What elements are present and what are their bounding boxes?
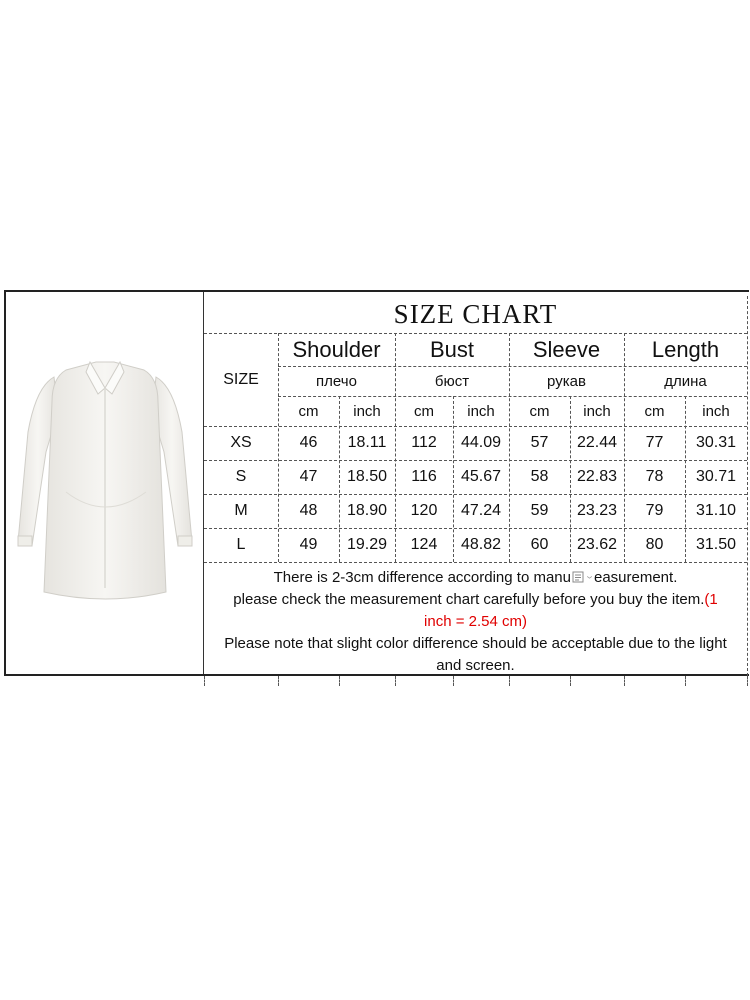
grid-line bbox=[624, 676, 625, 686]
table-cell: 19.29 bbox=[346, 536, 388, 553]
table-cell: 57 bbox=[530, 434, 549, 451]
table-cell: 60 bbox=[530, 536, 549, 553]
header-bust-ru: бюст bbox=[434, 372, 470, 390]
table-cell: 47.24 bbox=[460, 502, 502, 519]
grid-line bbox=[204, 562, 747, 563]
page-title: SIZE CHART bbox=[393, 298, 558, 329]
table-cell: 31.50 bbox=[695, 536, 737, 553]
table-cell: 78 bbox=[645, 468, 664, 485]
grid-line bbox=[570, 676, 571, 686]
note-line-2 bbox=[204, 588, 747, 610]
size-label: M bbox=[234, 502, 248, 519]
header-sleeve-ru: рукав bbox=[547, 372, 586, 390]
unit-label: cm bbox=[529, 402, 550, 420]
chevron-down-icon bbox=[586, 571, 593, 583]
note-line-1 bbox=[204, 566, 747, 588]
table-cell: 22.44 bbox=[576, 434, 618, 451]
note-line-2-a: please check the measurement chart carefully before you buy the item. bbox=[233, 590, 705, 608]
unit-label: inch bbox=[702, 402, 730, 420]
table-cell: 18.11 bbox=[347, 434, 387, 451]
note-line-1-b: easurement. bbox=[593, 568, 678, 586]
table-cell: 59 bbox=[530, 502, 549, 519]
note-line-2-red-a: (1 bbox=[704, 590, 718, 608]
table-cell: 18.90 bbox=[346, 502, 388, 519]
table-cell: 112 bbox=[411, 434, 437, 451]
size-label: XS bbox=[230, 434, 252, 451]
note-line-2-red-b: inch = 2.54 cm) bbox=[424, 612, 527, 630]
table-cell: 120 bbox=[410, 502, 438, 519]
note-line-3-a: Please note that slight color difference should be acceptable due to the light bbox=[224, 634, 727, 652]
grid-line bbox=[685, 676, 686, 686]
table-cell: 23.62 bbox=[576, 536, 618, 553]
header-length-ru: длина bbox=[664, 372, 707, 390]
grid-line bbox=[395, 676, 396, 686]
white-shirt-image bbox=[6, 292, 202, 676]
table-cell: 79 bbox=[645, 502, 664, 519]
table-cell: 44.09 bbox=[460, 434, 502, 451]
unit-label: inch bbox=[467, 402, 495, 420]
table-cell: 116 bbox=[411, 468, 437, 485]
table-cell: 80 bbox=[645, 536, 664, 553]
grid-line bbox=[747, 676, 748, 686]
document-icon bbox=[572, 571, 584, 583]
table-cell: 77 bbox=[645, 434, 664, 451]
header-length: Length bbox=[651, 337, 720, 362]
header-bust: Bust bbox=[429, 337, 475, 362]
table-cell: 46 bbox=[299, 434, 318, 451]
unit-label: cm bbox=[298, 402, 319, 420]
table-cell: 30.31 bbox=[695, 434, 737, 451]
unit-label: inch bbox=[583, 402, 611, 420]
table-cell: 48 bbox=[299, 502, 318, 519]
unit-label: inch bbox=[353, 402, 381, 420]
size-label: L bbox=[236, 536, 246, 553]
grid-line bbox=[278, 676, 279, 686]
unit-label: cm bbox=[644, 402, 665, 420]
table-cell: 22.83 bbox=[576, 468, 618, 485]
table-cell: 124 bbox=[410, 536, 438, 553]
header-shoulder-ru: плечо bbox=[316, 372, 357, 390]
grid-line bbox=[453, 676, 454, 686]
table-cell: 18.50 bbox=[346, 468, 388, 485]
size-label: S bbox=[235, 468, 247, 485]
table-cell: 48.82 bbox=[460, 536, 502, 553]
table-cell: 49 bbox=[299, 536, 318, 553]
note-line-1-a: There is 2-3cm difference according to manu bbox=[273, 568, 571, 586]
table-cell: 47 bbox=[299, 468, 318, 485]
product-photo-cell bbox=[6, 292, 204, 674]
unit-label: cm bbox=[414, 402, 434, 420]
size-column-header: SIZE bbox=[223, 371, 259, 388]
grid-line bbox=[204, 676, 205, 686]
header-sleeve: Sleeve bbox=[532, 337, 601, 362]
table-cell: 31.10 bbox=[695, 502, 737, 519]
table-cell: 23.23 bbox=[576, 502, 618, 519]
grid-line bbox=[339, 676, 340, 686]
table-cell: 45.67 bbox=[460, 468, 502, 485]
header-shoulder: Shoulder bbox=[292, 337, 381, 362]
table-cell: 58 bbox=[530, 468, 549, 485]
table-cell: 30.71 bbox=[695, 468, 737, 485]
note-line-3-b: and screen. bbox=[436, 656, 515, 674]
grid-line bbox=[747, 296, 748, 676]
grid-line bbox=[509, 676, 510, 686]
